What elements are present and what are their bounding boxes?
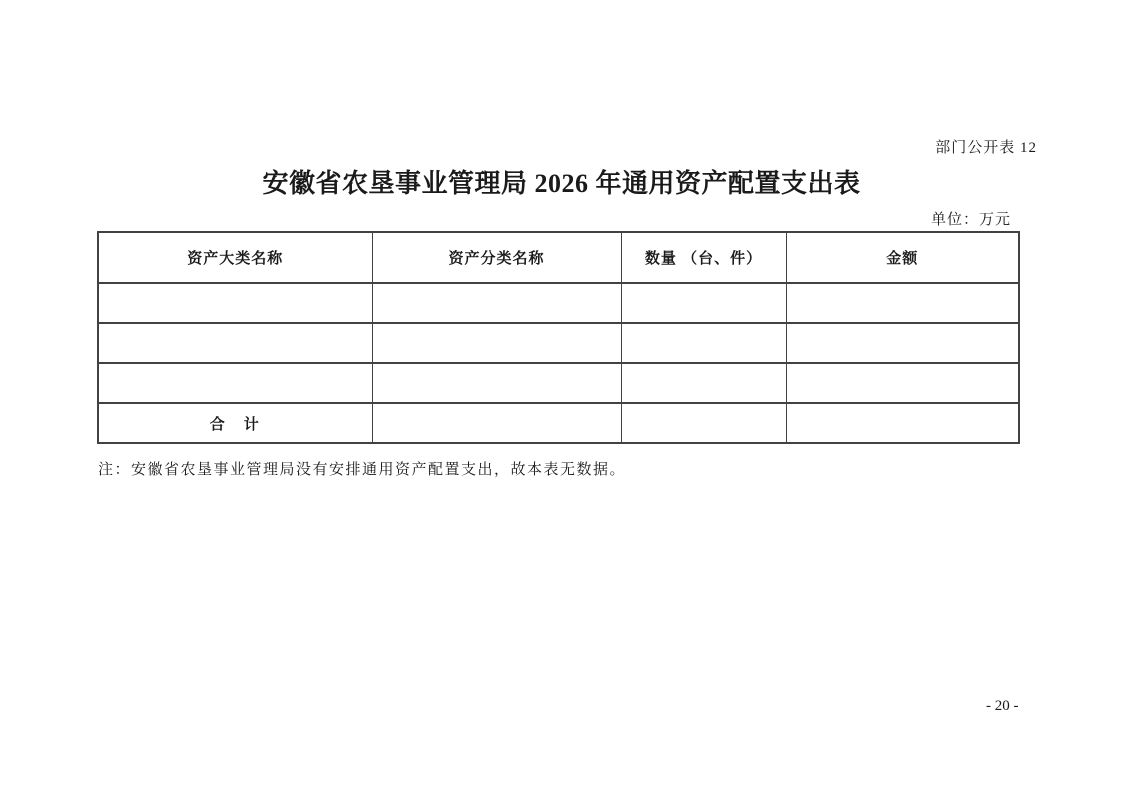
column-header-amount: 金额 [786,232,1019,283]
page-number: - 20 - [986,698,1019,714]
table-cell [621,323,786,363]
table-cell [786,323,1019,363]
page-title: 安徽省农垦事业管理局 2026 年通用资产配置支出表 [262,169,861,198]
total-label-cell: 合 计 [98,403,372,443]
table-cell [786,403,1019,443]
asset-allocation-table [97,231,1020,444]
column-header-asset-category: 资产大类名称 [98,232,372,283]
table-cell [621,283,786,323]
table-cell [98,363,372,403]
doc-number-label: 部门公开表 12 [935,140,1037,156]
column-header-asset-class: 资产分类名称 [372,232,621,283]
unit-label: 单位：万元 [930,212,1011,228]
table-cell [372,323,621,363]
table-row [98,323,1019,363]
table-cell [98,283,372,323]
table-header-row [98,232,1019,283]
table-row [98,283,1019,323]
table-row [98,363,1019,403]
table-cell [372,363,621,403]
table-cell [372,403,621,443]
column-header-quantity: 数量 （台、件） [621,232,786,283]
table-cell [372,283,621,323]
table-cell [786,283,1019,323]
table-cell [98,323,372,363]
table-cell [621,363,786,403]
footnote: 注：安徽省农垦事业管理局没有安排通用资产配置支出，故本表无数据。 [98,462,627,478]
table-total-row [98,403,1019,443]
table-cell [621,403,786,443]
table-cell [786,363,1019,403]
